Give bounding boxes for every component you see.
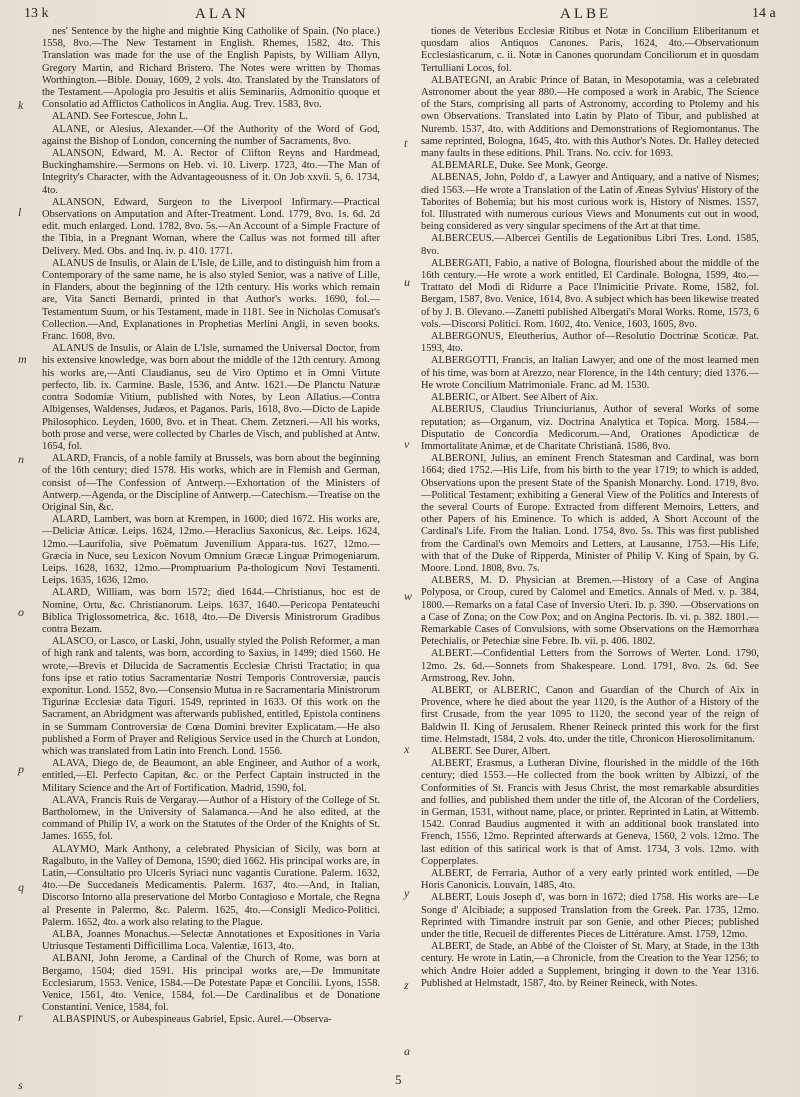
entry-paragraph: ALBERGATI, Fabio, a native of Bologna, flourished about the middle of the 16th century.—He wrote a work entitled, El Cardinale. Bologna, 1599, 4to.—Trattato del Modi di Ridurre a Pace l'Inimicitie Private. Rome, 1582, fol. Bergam, 1587, 8vo. Venice, 1614, 8vo. A subject which has been likewise treated of by J. B. Olevano.—Zanetti published Albergati's Moral Works. Rome, 1573, 6 vols.—Discorsi Politici. Rom. 1602, 4to. Venice, 1603, 1605, 8vo. [421,257,759,330]
header-right-title: ALBE [560,6,612,22]
entry-paragraph: ALBERT.—Confidential Letters from the Sorrows of Werter. Lond. 1790, 12mo. 2s. 6d.—Sonnets from Shakespeare. Lond. 1791, 8vo. 2s. 6d. See Armstrong, Rev. John. [421,648,759,684]
right-column [421,26,759,1071]
margin-mark: m [18,352,27,366]
entry-paragraph: ALAVA, Francis Ruis de Vergaray.—Author of a History of the College of St. Bartholomew, in the University of Salamanca.—And he also edited, at the command of Philip IV, a work on the Statutes of the Order of the Knights of St. James. 1655, fol. [42,794,380,843]
entry-paragraph: ALBERGONUS, Eleutherius, Author of—Resolutio Doctrinæ Scoticæ. Pat. 1593, 4to. [421,331,759,355]
margin-mark: l [18,205,22,219]
entry-paragraph: ALBERS, M. D. Physician at Bremen.—History of a Case of Angina Polyposa, or Croup, cured by Calomel and Emetics. Annals of Med. v. p. 384, 1800.—Remarks on a fatal Case of Inversio Uteri. Ib. p. 390. —Observations on a Case of Zona; on the Cow Pox; and on Angina Pectoris. Ib. vi. p. 382. 1801.—Remarkable Cases of Convulsions, with some Observations on the Hæmorrhæa Petechialis, or Petechiæ sine Febre. Ib. vii. p. 406. 1802. [421,575,759,648]
entry-paragraph: ALBERONI, Julius, an eminent French Statesman and Cardinal, was born 1664; died 1752.—His Life, from his birth to the year 1719; to which is added, Observations upon the present State of the Spanish Monarchy. Lond. 1719, 8vo.—Political Testament; exhibiting a General View of the Politics and Interests of the several Courts of Europe. Extracted from different Memoirs, Letters, and other Papers of his Eminence. To which is added, A Short Account of the Cardinal's Life. From the Italian. Lond. 1754, 8vo. 5s. This was first published from the Cardinal's own Memoirs and Letters, at Lausanne, 1753.—His Life, with that of the Duke of Ripperda, Minister of Philip V. King of Spain, by G. Moore. Lond. 1808, 8vo. 7s. [421,453,759,574]
margin-mark: x [404,742,410,756]
margin-mark: v [404,437,410,451]
entry-paragraph: ALARD, Francis, of a noble family at Brussels, was born about the beginning of the 16th century; died 1578. His works, which are in Flemish and German, consist of—The Confession of Antwerp.—Exhortation of the Ministers of Antwerp.—Agenda, or the Discipline of Antwerp.—Catechism.—Treatise on the Original Sin, &c. [42,453,380,513]
entry-paragraph: ALBERT, de Ferraria, Author of a very early printed work entitled, —De Horis Canonicis. Louvain, 1485, 4to. [421,868,759,892]
margin-mark: o [18,605,24,619]
entry-paragraph: ALASCO, or Lasco, or Laski, John, usually styled the Polish Reformer, a man of high rank and talents, was born, according to Saxius, in 1499; died 1560. He wrote,—Brevis et Dilucida de Sacramentis Ecclesiæ Christi Tractatio; in qua fons ipse et ratio totius Sacramentariæ Nostri Temporis Controversiæ, paucis exponitur. Lond. 1552, 8vo.—Consensio Mutua in re Sacramentaria Ministrorum Tigurinæ Ecclesiæ data Tiguri. 1549, reprinted in 1633. Of this work on the Sacrament, an Abridgment was afterwards published, entitled, Epistola continens in se Summam Controversiæ de Cœna Domini breviter Explicatam.—He also published a Form of Prayer and Religious Service used in the Church at London, which was translated from Latin into French. Lond. 1556. [42,636,380,757]
entry-paragraph: ALARD, William, was born 1572; died 1644.—Christianus, hoc est de Nomine, Ortu, &c. Christianorum. Leips. 1637, 1640.—Pericopa Pentateuchi Biblica Triglossometrica, &c. 1618, 4to.—De Diversis Ministrorum Gradibus contra Bezam. [42,587,380,635]
entry-paragraph: ALAYMO, Mark Anthony, a celebrated Physician of Sicily, was born at Ragalbuto, in the Valley of Demona, 1590; died 1662. His principal works are, in Latin,—Consultatio pro Ulceris Syriaci nunc vagantis Curatione. Palerm. 1632, 4to.—De Succedaneis Medicamentis. Palerm. 1637, 4to.—And, in Italian, Discorso Intorno alla preservatione del Morbo Contagioso e Mortale, che Regna al Presente in Palermo, &c. Palerm. 1625, 4to.—Consigli Medico-Politici. Palerm. 1652, 4to. a work also relating to the Plague. [42,843,380,928]
entry-paragraph: ALBERT, or ALBERIC, Canon and Guardian of the Church of Aix in Provence, where he died about the year 1120, is the Author of a History of the first Crusade, from the year 1095 to 1120, the second year of the reign of Baldwin II. King of Jerusalem. Rhener Reineck printed this work for the first time. Helmstadt, 1584, 2 vols. 4to. under the title, Chronicon Hierosolimitanum. [421,684,759,745]
entry-paragraph: ALBERIUS, Claudius Triunciurianus, Author of several Works of some reputation; as—Organum, viz. Doctrina Analytica et Topica. Morg. 1584.—Disputatio de Concordia Medicorum.—And, Orationes Apodicticæ de Immortalitate Animæ, et de Charitate Christianâ. 1586, 8vo. [421,404,759,452]
header-left-title: ALAN [195,6,249,22]
entry-paragraph: ALBANI, John Jerome, a Cardinal of the Church of Rome, was born at Bergamo, 1504; died 1591. His principal works are,—De Immunitate Ecclesiarum, 1553. Venice, 1584.—De Potestate Papæ et Concilii. Lyons, 1558. Venice, 1561, 4to. Venice, 1584, fol.—De Cardinalibus et de Donatione Constantini. Venice, 1584, fol. [42,953,380,1014]
margin-mark: u [404,275,410,289]
entry-paragraph: ALANSON, Edward, Surgeon to the Liverpool Infirmary.—Practical Observations on Amputation and After-Treatment. Lond. 1779, 8vo. 1s. 6d. 2d edit. much enlarged. Lond. 1782, 8vo. 5s.—An Account of a Simple Fracture of the Tibia, in a Pregnant Woman, where the Callus was not formed till after Delivery. Med. Obs. and Inq. iv. p. 410. 1771. [42,196,380,257]
margin-mark: t [404,136,408,150]
header-right-signature: 14 a [752,6,776,21]
entry-paragraph: ALARD, Lambert, was born at Krempen, in 1600; died 1672. His works are,—Deliciæ Atticæ. Leips. 1624, 12mo.—Heraclius Saxonicus, &c. Leips. 1624, 12mo.—Laurifolia, sive Poëmatum Juvenilium Appara-tus. 1627, 12mo.—Græcia in Nuce, seu Lexicon Novum Omnium Græcæ Linguæ Primogeniarum. Leips. 1628, 1632, 12mo.—Promptuarium Pa-thologicum Novi Testamenti. Leips. 1635, 1636, 12mo. [42,514,380,587]
entry-paragraph: ALANUS de Insulis, or Alain de L'Isle, de Lille, and to distinguish him from a Contemporary of the same name, he is also styled Senior, was a native of Lille, in Flanders, about the beginning of the 12th century. His works which remain are, Vita Sancti Bernardi, printed in that Author's works. 1690, fol.—Testamentum Suum, or his Testament, made in 1181. See in Nicholas Comusat's Collection.—And, Explanationes in Prophetias Merlini Angli, in seven books. Franc. 1608, 8vo. [42,257,380,343]
entry-paragraph: ALAND. See Fortescue, John L. [52,111,188,123]
page-folio: 5 [395,1072,402,1087]
entry-paragraph: ALBASPINUS, or Aubespineaus Gabriel, Epsic. Aurel.—Observa- [52,1014,332,1026]
entry-paragraph: ALBERT, Louis Joseph d', was born in 1672; died 1758. His works are—Le Songe d' Alcibiade; a supposed Translation from the Greek. Par. 1735, 12mo. Reprinted with Timandre instruit par son Genie, and other Pieces; published under the title, Recueil de differentes Pieces de Littérature. Amst. 1759, 12mo. [421,892,759,941]
entry-paragraph: ALANE, or Alesius, Alexander.—Of the Authority of the Word of God, against the Bishop of London, concerning the number of Sacraments, 8vo. [42,123,380,147]
left-column [42,26,380,1071]
entry-paragraph: ALBA, Joannes Monachus.—Selectæ Annotationes et Expositiones in Varia Utriusque Testamenti Difficillima Loca. Valentiæ, 1613, 4to. [42,929,380,953]
entry-paragraph: ALBERIC, or Albert. See Albert of Aix. [431,392,599,404]
margin-mark: r [18,1010,23,1024]
entry-paragraph: ALBERT, de Stade, an Abbé of the Cloister of St. Mary, at Stade, in the 13th century. He wrote in Latin,—a Chronicle, from the Creation to the Year 1256; to which Andre Hoier added a Supplement, bringing it down to the Year 1316. Published at Helmstadt, 1587, 4to. by Reiner Reineck, with Notes. [421,941,759,989]
entry-paragraph: ALBEMARLE, Duke. See Monk, George. [431,160,609,172]
entry-paragraph: ALBATEGNI, an Arabic Prince of Batan, in Mesopotamia, was a celebrated Astronomer about the year 880.—He composed a work in Arabic, The Science of the Stars, comprising all parts of Astronomy, according to Ptolemy and his own Observations. Translated into Latin by Plato of Tibur, and published at Nuremb. 1537, 4to. with Additions and Demonstrations of Regiomontanus. The same reprinted, Bologna, 1645, 4to. with this Author's Notes. Dr. Halley detected many faults in these editions. Phil. Trans. No. cciv. for 1693. [421,74,759,160]
entry-paragraph: ALBERT. See Durer, Albert. [431,745,551,757]
margin-mark: y [404,886,410,900]
entry-paragraph: ALBERCEUS.—Albercei Gentilis de Legationibus Libri Tres. Lond. 1585, 8vo. [421,233,759,257]
entry-paragraph: ALBERT, Erasmus, a Lutheran Divine, flourished in the middle of the 16th century; died 1553.—He collected from the book written by Albizzi, of the Conformities of St. Francis with Jesus Christ, the most remarkable absurdities and follies, and published them under the title of, the Alcoran of the Cordeliers, in German, 1531, without name, place, or printer. Reprinted in Latin, at Wittemb. 1542. Conrad Baudius augmented it with an additional book translated into French, 1556, 12mo. Reprinted afterwards at Geneva, 1560, 2 vols. 12mo. The last edition of this satirical work is that of Amst. 1734, 3 vols. 12mo. with Copperplates. [421,758,759,867]
entry-paragraph: nes' Sentence by the highe and mightie King Catholike of Spain. (No place.) 1558, 8vo.—The New Testament in English. Rhemes, 1582, 4to. This Translation was made for the use of the English Papists, by William Allyn, Gregory Martin, and Richard Bristero. The Notes were written by Thomas Worthington.—Bible. Douay, 1609, 2 vols. 4to. Translated by the Translators of the Testament.—Apologia pro Jesuitis et aliis Seminariis, Admonitio quoque et Consolatio ad Afflictos Catholicos in Anglia. Aug. Trev. 1583, 8vo. [42,26,380,111]
entry-paragraph: ALBERGOTTI, Francis, an Italian Lawyer, and one of the most learned men of his time, was born at Arezzo, near Florence, in the 14th century; died 1376.—He wrote Concilium Matrimoniale. Franc. ad M. 1530. [421,355,759,391]
entry-paragraph: ALANSON, Edward, M. A. Rector of Clifton Reyns and Hardmead, Buckinghamshire.—Sermons on Heb. vi. 10. Liverp. 1723, 4to.—The Man of Integrity's Character, with the Advantageousness of it. On Job xxvii. 5, 6. 1734, 4to. [42,148,380,196]
margin-mark: k [18,98,24,112]
margin-mark: z [404,978,409,992]
header-left-signature: 13 k [24,6,49,21]
entry-paragraph: ALAVA, Diego de, de Beaumont, an able Engineer, and Author of a work, entitled,—El. Perfecto Capitan, &c. or the Perfect Captain instructed in the Military Science and the Art of Fortification. Madrid, 1590, fol. [42,758,380,794]
margin-mark: w [404,589,413,603]
margin-mark: s [18,1078,23,1092]
entry-paragraph: ALANUS de Insulis, or Alain de L'Isle, surnamed the Universal Doctor, from his extensive knowledge, was born about the middle of the 12th century. Among his works are,—Anti Claudianus, seu de Viro Optimo et in Omni Virtute perfecto, lib. ix. Carmine. Basle, 1536, and Antw. 1621.—De Planctu Naturæ contra Sodomiæ Vitium, published with Notes, by Leon Allatius.—Contra Albigenses, Waldenses, Judæos, et Paganos. Paris, 1618, 8vo.—Dicto de Lapide Philosophico. Leyden, 1600, 8vo. et in Theat. Chem. Zetzneri.—All his works, both prose and verse, were collected by Charles de Visch, and published at Antw. 1654, fol. [42,343,380,452]
margin-mark: p [18,762,24,776]
margin-mark: q [18,880,24,894]
running-header [0,6,800,26]
entry-paragraph: ALBENAS, John, Poldo d', a Lawyer and Antiquary, and a native of Nismes; died 1563.—He wrote a Translation of the Latin of Æneas Sylvius' History of the Taborites of Bohemia; but his most curious work is, History of Nismes. 1557, fol. Illustrated with numerous curious Views and Monuments cut out in wood, being considered as very singular specimens of the Art at that time. [421,172,759,233]
entry-paragraph: tiones de Veteribus Ecclesiæ Ritibus et Notæ in Concilium Eliberitanum et quosdam alios Antiquos Canones. Paris, 1624, 4to.—Observationum Ecclesiasticarum, c. ii. Notæ in Canones quorundam Conciliorum et in quosdam Tertulliani Locos, fol. [421,26,759,74]
margin-mark: n [18,452,24,466]
margin-mark: a [404,1044,410,1058]
